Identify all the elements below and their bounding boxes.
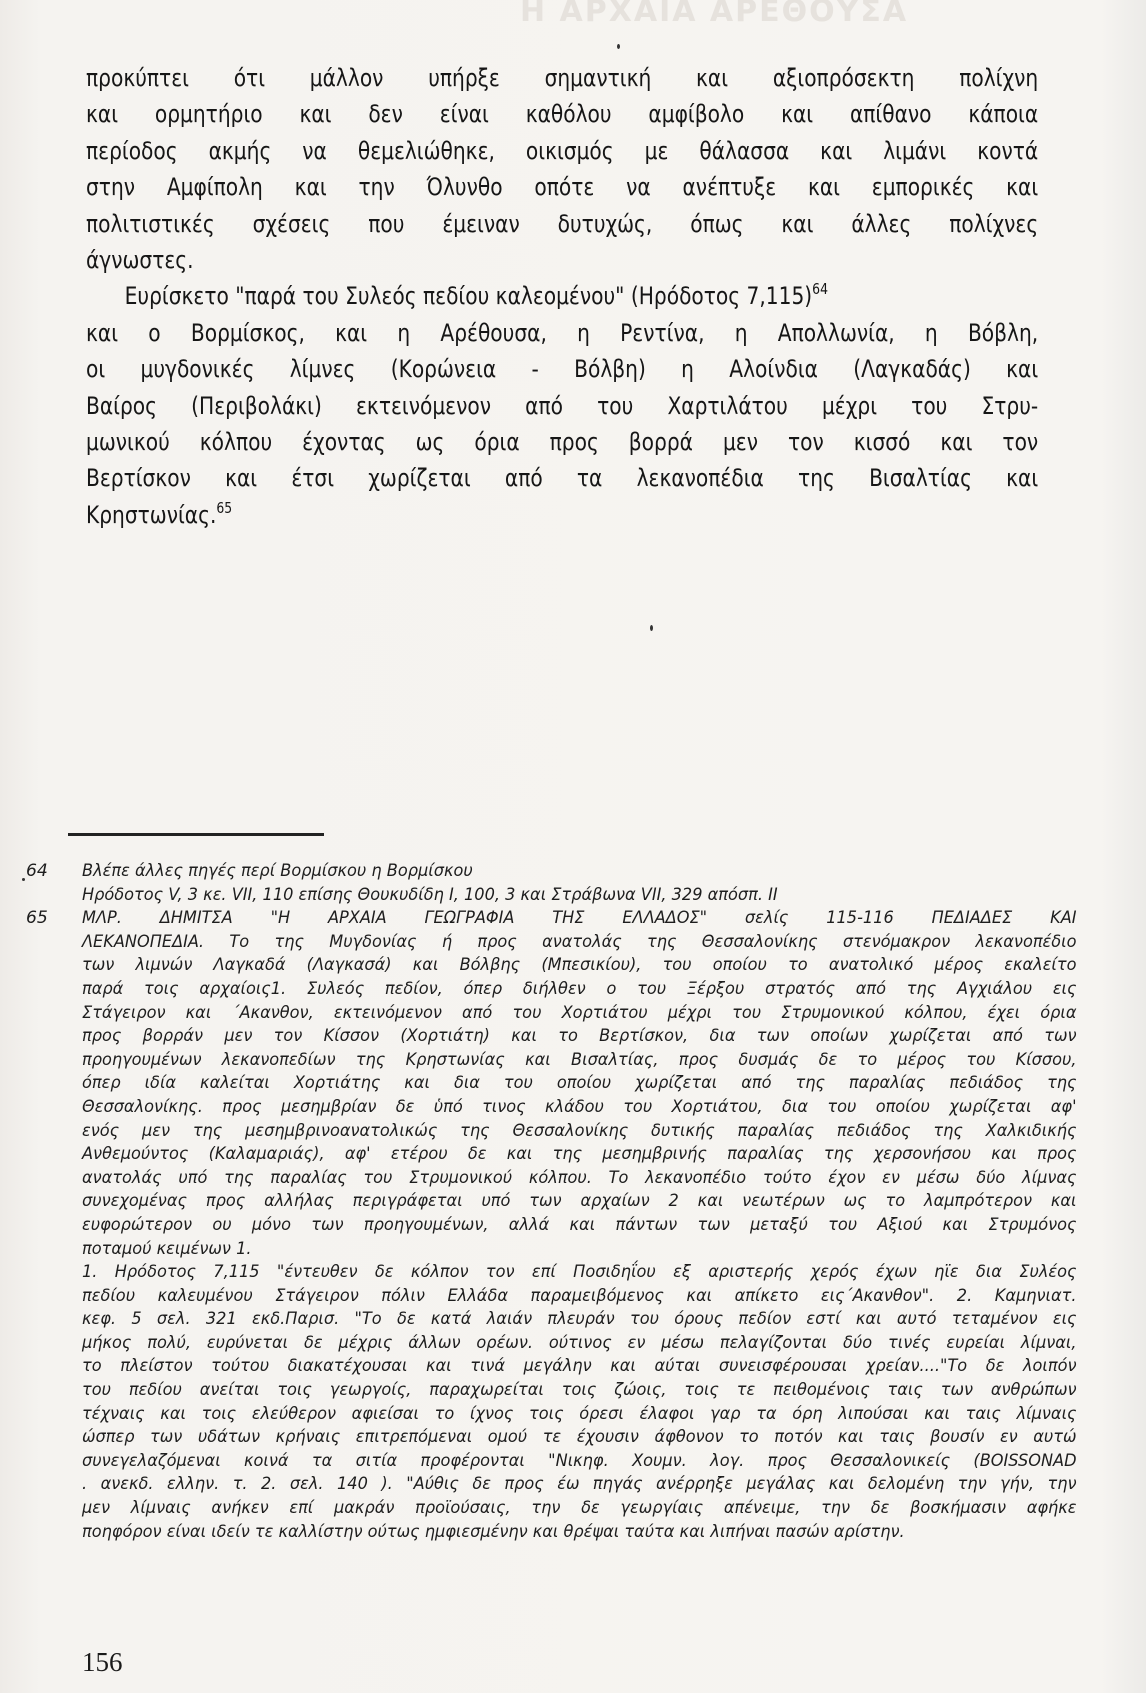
footnote-line: ποηφόρον είναι ιδείν τε καλλίστην ούτως ημφιεσμένην και θρέψαι ταύτα και λιπήναι πασών αρίστην. xyxy=(82,1521,905,1542)
footnote-line: Ηρόδοτος V, 3 κε. VII, 110 επίσης Θουκυδίδη Ι, 100, 3 και Στράβωνα VII, 329 απόσπ. ΙΙ xyxy=(82,884,778,905)
footnote-ref-65[interactable]: 65 xyxy=(216,498,233,517)
footnote-65 xyxy=(26,907,1116,1544)
text-line: και ο Βορμίσκος, και η Αρέθουσα, η Ρεντίνα, η Απολλωνία, η Βόβλη, xyxy=(86,317,1039,347)
footnote-line: . ανεκδ. ελλην. τ. 2. σελ. 140 ). "Αύθις δε προς έω πηγάς ανέρρηξε μεγάλας και δελομένη την γήν, την xyxy=(82,1474,1077,1495)
dust-speck xyxy=(22,878,25,881)
text-line: πολιτιστικές σχέσεις που έμειναν δυτυχώς, όπως και άλλες πολίχνες xyxy=(86,208,1039,238)
footnote-number: 65 xyxy=(26,908,48,929)
footnote-line: ΜΛΡ. ΔΗΜΙΤΣΑ "Η ΑΡΧΑΙΑ ΓΕΩΓΡΑΦΙΑ ΤΗΣ ΕΛΛΑΔΟΣ" σελίς 115-116 ΠΕΔΙΑΔΕΣ ΚΑΙ xyxy=(82,908,1077,929)
footnote-line: Ανθεμούντος (Καλαμαριάς), αφ' ετέρου δε και της μεσημβρινής παραλίας της χερσονήσου και προς xyxy=(82,1144,1077,1165)
footnote-line: το πλείστον τούτου διακατέχουσαι και τινά μεγάλην και αύται συνεισφέρουσαι χρείαν...."Το δε λοιπόν xyxy=(82,1356,1077,1377)
text-line-content: Ευρίσκετο "παρά του Συλεός πεδίου καλεομένου" (Ηρόδοτος 7,115) xyxy=(124,281,813,311)
text-line: και ορμητήριο και δεν είναι καθόλου αμφίβολο και απίθανο κάποια xyxy=(86,99,1039,129)
footnote-line: ανατολάς υπό της παραλίας του Στρυμονικού κόλπου. Το λεκανοπέδιο τούτο έχον εν μέσω δύο λίμνας xyxy=(82,1167,1077,1188)
footnote-line: του πεδίου ανείται τοις γεωργοίς, παραχωρείται τοις ζώοις, τοις τε πειθομένοις ταις των ανθρώπων xyxy=(82,1380,1077,1401)
footnote-line: προηγουμένων λεκανοπεδίων της Κρηστωνίας και Βισαλτίας, προς δυσμάς δε το μέρος του Κίσσου, xyxy=(82,1049,1077,1070)
paragraph-1 xyxy=(86,60,1038,278)
footnote-separator xyxy=(68,833,324,836)
footnote-line: συνεγελαζόμεναι κοινά τα σιτία προφέρονται "Νικηφ. Χουμν. λογ. προς Θεσσαλονικείς (BOISSONAD xyxy=(82,1450,1077,1471)
dust-speck xyxy=(650,625,653,631)
footnote-line: ποταμού κειμένων 1. xyxy=(82,1238,252,1259)
footnote-line: πεδίου καλευμένου Στάγειρον πόλιν Ελλάδα παραμειβόμενος και απίκετο εις΄Ακανθον". 2. Καμηνιατ. xyxy=(82,1285,1077,1306)
footnote-line: Στάγειρον και ΄Ακανθον, εκτεινόμενον από του Χορτιάτου μέχρι του Στρυμονικού κόλπου, έχει όρια xyxy=(82,1002,1077,1023)
footnote-number: 64 xyxy=(26,861,48,881)
show-through-running-header: Η ΑΡΧΑΙΑ ΑΡΕΘΟΥΣΑ xyxy=(520,0,909,29)
page-number: 156 xyxy=(82,1647,123,1677)
footnote-line: όπερ ιδία καλείται Χορτιάτης και δια του οποίου χωρίζεται από της παραλίας πεδιάδος της xyxy=(82,1073,1077,1094)
text-line: οι μυγδονικές λίμνες (Κορώνεια - Βόλβη) η Αλοίνδια (Λαγκαδάς) και xyxy=(86,354,1039,384)
footnote-64 xyxy=(26,860,1116,907)
footnote-line: ΛΕΚΑΝΟΠΕΔΙΑ. Το της Μυγδονίας ή προς ανατολάς της Θεσσαλονίκης στενόμακρον λεκανοπέδιο xyxy=(82,931,1077,952)
dust-speck xyxy=(617,44,620,49)
text-line xyxy=(86,497,1038,533)
text-line: προκύπτει ότι μάλλον υπήρξε σημαντική και αξιοπρόσεκτη πολίχνη xyxy=(86,63,1039,92)
footnotes xyxy=(26,860,1116,1544)
main-text xyxy=(86,60,1038,533)
footnote-line: Βλέπε άλλες πηγές περί Βορμίσκου η Βορμίσκου xyxy=(82,861,473,881)
text-line: Βαίρος (Περιβολάκι) εκτεινόμενον από του Χαρτιλάτου μέχρι του Στρυ- xyxy=(86,390,1039,420)
footnote-line: συνεχομένας προς αλλήλας περιγράφεται υπό των αρχαίων 2 και νεωτέρων ως το λαμπρότερον και xyxy=(82,1191,1077,1212)
text-line: στην Αμφίπολη και την Όλυνθο οπότε να ανέπτυξε και εμπορικές και xyxy=(86,172,1039,202)
footnote-line: παρά τοις αρχαίοις1. Συλεός πεδίον, όπερ διήλθεν ο του Ξέρξου στρατός από της Αγχιάλου εις xyxy=(82,978,1077,999)
text-line: περίοδος ακμής να θεμελιώθηκε, οικισμός με θάλασσα και λιμάνι κοντά xyxy=(86,135,1039,165)
text-line: μωνικού κόλπου έχοντας ως όρια προς βορρά μεν τον κισσό και τον xyxy=(86,427,1039,457)
footnote-line: ώσπερ των υδάτων κρήναις επιτρεπόμεναι ομού τε έχουσιν άφθονον το ποτόν και ταις βουσίν εν αυτώ xyxy=(82,1427,1077,1448)
footnote-line: τέχναις και τοις ελεύθερον αφιείσαι το ίχνος τοις όρεσι έλαφοι γαρ τα όρη λιπούσαι και ταις λίμναις xyxy=(82,1403,1077,1424)
paragraph-2 xyxy=(86,278,1038,533)
footnote-ref-64[interactable]: 64 xyxy=(812,280,828,299)
footnote-line: προς βορράν μεν τον Κίσσον (Χορτιάτη) και το Βερτίσκον, δια των οποίων χωρίζεται από των xyxy=(82,1026,1077,1047)
footnote-line: ενός μεν της μεσημβρινοανατολικώς της Θεσσαλονίκης δυτικής παραλίας πεδιάδος της Χαλκιδικής xyxy=(82,1120,1077,1141)
footnote-line: μήκος πολύ, ευρύνεται δε μέχρις άλλων ορέων. ούτινος εν μέσω πελαγίζονται δύο τινές ευρείαι λίμναι, xyxy=(82,1332,1077,1353)
text-line-content: Κρηστωνίας. xyxy=(86,499,217,529)
text-line: άγνωστες. xyxy=(86,245,194,275)
footnote-line: 1. Ηρόδοτος 7,115 "έντευθεν δε κόλπον τον επί Ποσιδηΐου εξ αριστερής χερός έχων ηϊε δια Συλέος xyxy=(82,1262,1077,1283)
footnote-line: ευφορώτερον ου μόνο των προηγουμένων, αλλά και πάντων των μεταξύ του Αξιού και Στρυμόνος xyxy=(82,1214,1077,1235)
footnote-line: Θεσσαλονίκης. προς μεσημβρίαν δε ὑπό τινος κλάδου του Χορτιάτου, δια του οποίου χωρίζεται αφ' xyxy=(82,1096,1077,1117)
footnote-line: των λιμνών Λαγκαδά (Λαγκασά) και Βόλβης (Μπεσικίου), του οποίου το ανατολικό μέρος εκαλείτο xyxy=(82,955,1077,976)
text-line: Βερτίσκον και έτσι χωρίζεται από τα λεκανοπέδια της Βισαλτίας και xyxy=(86,463,1039,493)
footnote-line: μεν λίμναις ανήκεν επί μακράν προϊούσαις, την δε γεωργίαις απένειμε, την δε βοσκήμασιν αφήκε xyxy=(82,1498,1077,1519)
footnote-line: κεφ. 5 σελ. 321 εκδ.Παρισ. "Το δε κατά λαιάν πλευράν του όρους πεδίον εστί και αυτό τεταμένον εις xyxy=(82,1309,1077,1330)
text-line xyxy=(86,278,1038,314)
